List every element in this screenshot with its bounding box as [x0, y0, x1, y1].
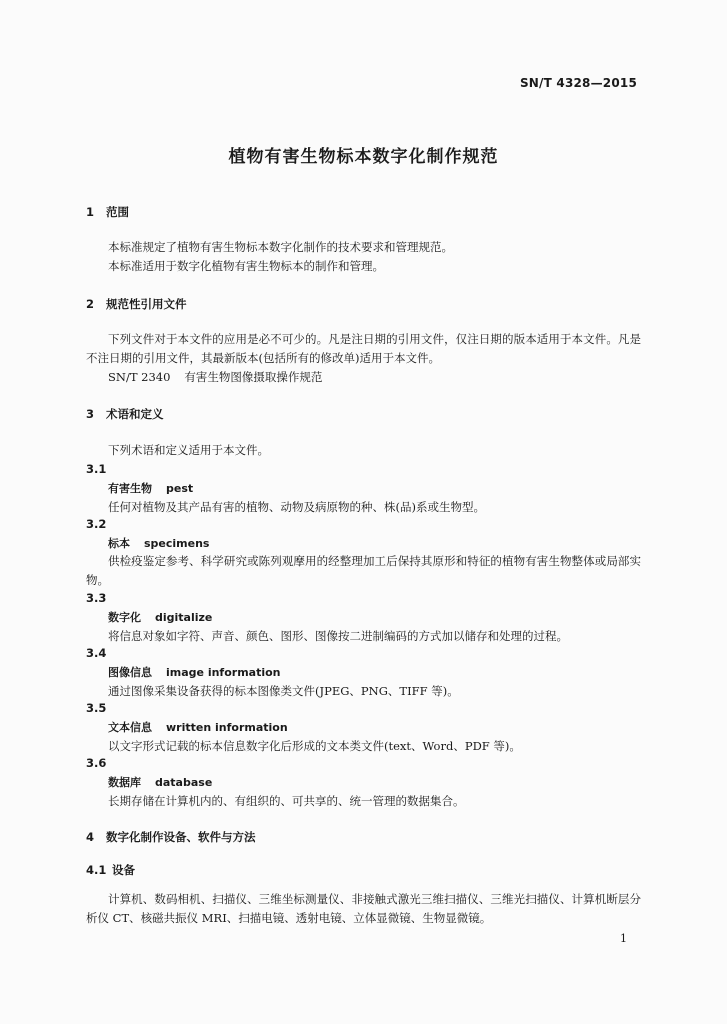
term-heading [108, 480, 193, 496]
section-1-paragraph-2: 本标准适用于数字化植物有害生物标本的制作和管理。 [108, 259, 384, 273]
term-en: digitalize [155, 611, 213, 624]
term-cn: 文本信息 [108, 721, 152, 734]
term-definition: 以文字形式记载的标本信息数字化后形成的文本类文件(text、Word、PDF 等)。 [108, 739, 521, 753]
section-3-intro: 下列术语和定义适用于本文件。 [108, 443, 269, 457]
term-heading [108, 774, 212, 790]
section-4-heading [86, 829, 256, 845]
term-definition: 长期存储在计算机内的、有组织的、可共享的、统一管理的数据集合。 [108, 794, 465, 808]
section-title: 术语和定义 [106, 407, 164, 421]
term-heading [108, 609, 212, 625]
page-number: 1 [620, 932, 627, 945]
term-definition: 通过图像采集设备获得的标本图像类文件(JPEG、PNG、TIFF 等)。 [108, 684, 459, 698]
section-title: 范围 [106, 205, 129, 219]
term-definition: 任何对植物及其产品有害的植物、动物及病原物的种、株(品)系或生物型。 [108, 500, 485, 514]
subsection-number: 4.1 [86, 863, 107, 877]
section-3-heading [86, 406, 164, 422]
subsection-4-1-heading [86, 862, 135, 878]
subsection-title: 设备 [112, 863, 135, 877]
term-number: 3.4 [86, 646, 107, 660]
term-en: pest [166, 482, 194, 495]
term-number: 3.5 [86, 701, 107, 715]
section-title: 数字化制作设备、软件与方法 [106, 830, 256, 844]
term-en: database [155, 776, 213, 789]
term-number: 3.2 [86, 517, 107, 531]
term-cn: 标本 [108, 537, 130, 550]
section-number: 4 [86, 830, 95, 844]
term-definition: 将信息对象如字符、声音、颜色、图形、图像按二进制编码的方式加以储存和处理的过程。 [108, 629, 568, 643]
section-2-paragraph-1: 下列文件对于本文件的应用是必不可少的。凡是注日期的引用文件，仅注日期的版本适用于本文件。凡是不注日期的引用文件，其最新版本(包括所有的修改单)适用于本文件。 [86, 332, 641, 365]
section-number: 2 [86, 297, 95, 311]
term-number: 3.3 [86, 591, 107, 605]
term-en: specimens [144, 537, 210, 550]
term-definition: 供检疫鉴定参考、科学研究或陈列观摩用的经整理加工后保持其原形和特征的植物有害生物整体或局部实物。 [86, 554, 641, 587]
section-1-paragraph-1: 本标准规定了植物有害生物标本数字化制作的技术要求和管理规范。 [108, 240, 453, 254]
reference-code: SN/T 2340 [108, 370, 171, 384]
term-cn: 数据库 [108, 776, 141, 789]
section-number: 1 [86, 205, 95, 219]
term-cn: 数字化 [108, 611, 141, 624]
term-heading [108, 664, 281, 680]
section-title: 规范性引用文件 [106, 297, 187, 311]
normative-reference [108, 368, 322, 386]
term-number: 3.6 [86, 756, 107, 770]
term-heading [108, 535, 209, 551]
term-en: written information [166, 721, 288, 734]
term-cn: 有害生物 [108, 482, 152, 495]
section-1-heading [86, 204, 129, 220]
term-cn: 图像信息 [108, 666, 152, 679]
section-2-heading [86, 296, 187, 312]
standard-code: SN/T 4328—2015 [519, 76, 637, 90]
term-number: 3.1 [86, 462, 107, 476]
subsection-4-1-paragraph: 计算机、数码相机、扫描仪、三维坐标测量仪、非接触式激光三维扫描仪、三维光扫描仪、计算机断层分析仪 CT、核磁共振仪 MRI、扫描电镜、透射电镜、立体显微镜、生物显微镜。 [86, 892, 641, 925]
term-en: image information [166, 666, 281, 679]
term-heading [108, 719, 288, 735]
document-title: 植物有害生物标本数字化制作规范 [228, 147, 499, 167]
reference-title: 有害生物图像摄取操作规范 [184, 370, 323, 384]
section-number: 3 [86, 407, 95, 421]
